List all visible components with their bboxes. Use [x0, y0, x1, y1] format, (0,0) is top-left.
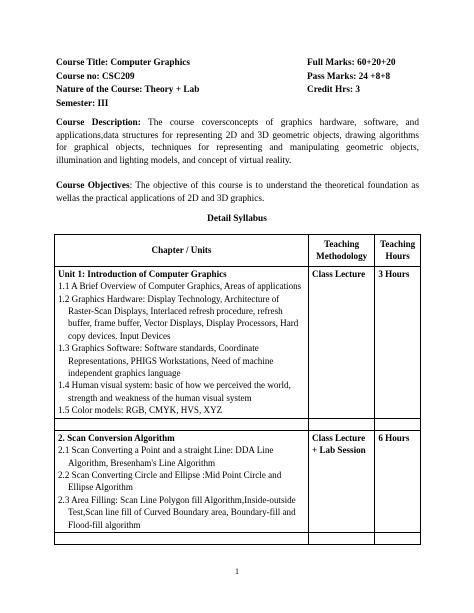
credit-hours: Credit Hrs: 3 — [307, 85, 361, 95]
spacer-cell — [55, 532, 309, 544]
unit-2-method: Class Lecture + Lab Session — [309, 430, 375, 532]
syllabus-table — [54, 234, 421, 545]
course-number: Course no: CSC209 — [56, 71, 135, 82]
course-meta-right — [307, 57, 396, 98]
list-item: 1.4 Human visual system: basic of how we perceived the world, strength and weakness of the human visual system — [58, 380, 291, 403]
header-teaching-methodology: Teaching Methodology — [309, 235, 375, 267]
spacer-cell — [309, 418, 375, 430]
list-item: 1.5 Color models: RGB, CMYK, HVS, XYZ — [58, 405, 223, 416]
spacer-cell — [375, 532, 421, 544]
unit-1-content — [55, 266, 309, 418]
semester: Semester: III — [56, 98, 109, 109]
course-title: Course Title: Computer Graphics — [56, 58, 191, 68]
table-spacer-row — [55, 418, 421, 430]
table-row-unit-1 — [55, 266, 421, 418]
list-item: 2.2 Scan Converting Circle and Ellipse :Mid Point Circle and Ellipse Algorithm — [58, 469, 282, 493]
header-chapter-units: Chapter / Units — [55, 235, 309, 267]
course-meta-left — [56, 57, 199, 111]
list-item: 1.3 Graphics Software: Software standards, Coordinate Representations, PHIGS Workstations, Need of machine independent graphics language — [58, 343, 274, 379]
unit-1-title: Unit 1: Introduction of Computer Graphics — [58, 268, 227, 279]
page-number: 1 — [235, 567, 239, 576]
list-item: 2.1 Scan Converting a Point and a straight Line: DDA Line Algorithm, Bresenham's Line Algorithm — [58, 445, 274, 468]
list-item: 2.3 Area Filling: Scan Line Polygon fill Algorithm,Inside-outside Test,Scan line fill of Curved Boundary area, Boundary-fill and Flood-fill algorithm — [58, 494, 296, 530]
course-objectives-text: : The objective of this course is to understand the theoretical foundation as wellas the practical applications of 2D and 3D graphics. — [56, 181, 419, 204]
course-description — [56, 117, 419, 167]
course-description-label: Course Description: — [56, 118, 141, 128]
unit-2-hours: 6 Hours — [375, 430, 421, 532]
unit-2-content — [55, 430, 309, 532]
course-objectives — [56, 180, 419, 205]
header-teaching-hours: Teaching Hours — [375, 235, 421, 267]
course-objectives-label: Course Objectives — [56, 181, 130, 191]
table-spacer-row — [55, 532, 421, 544]
unit-1-method: Class Lecture — [309, 266, 375, 418]
unit-2-title: 2. Scan Conversion Algorithm — [58, 432, 175, 443]
unit-1-hours: 3 Hours — [375, 266, 421, 418]
course-description-text: The course coversconcepts of graphics hardware, software, and applications,data structures for representing 2D and 3D geometric objects, drawing algorithms for graphical objects, techniques for representing and manipulating geometric objects, illumination and lighting models, and concept of virtual reality. — [56, 118, 419, 166]
syllabus-title: Detail Syllabus — [207, 214, 267, 224]
full-marks: Full Marks: 60+20+20 — [307, 58, 396, 68]
pass-marks: Pass Marks: 24 +8+8 — [307, 71, 391, 82]
spacer-cell — [55, 418, 309, 430]
table-header-row — [55, 235, 421, 267]
table-row-unit-2 — [55, 430, 421, 532]
course-nature: Nature of the Course: Theory + Lab — [56, 85, 200, 95]
list-item: 1.2 Graphics Hardware: Display Technology, Architecture of Raster-Scan Displays, Interlaced refresh procedure, refresh buffer, frame buffer, Vector Displays, Display Processors, Hard copy devices. Input Devices — [58, 293, 299, 341]
spacer-cell — [309, 532, 375, 544]
list-item: 1.1 A Brief Overview of Computer Graphics, Areas of applications — [58, 281, 302, 292]
spacer-cell — [375, 418, 421, 430]
